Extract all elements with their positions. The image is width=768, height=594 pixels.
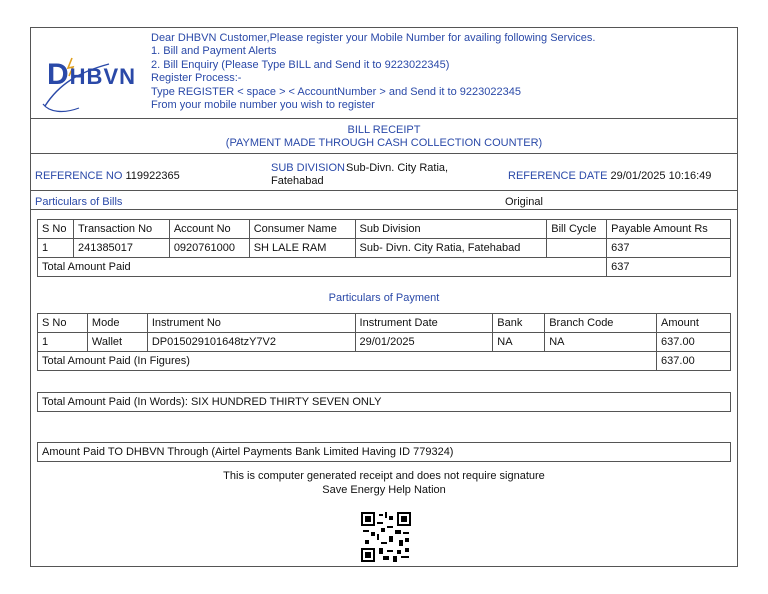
total-row: [38, 258, 731, 277]
column-header: Amount: [657, 314, 731, 333]
table-cell: 241385017: [73, 239, 169, 258]
total-value: 637.00: [657, 352, 731, 371]
particulars-of-bills-label: Particulars of Bills: [35, 196, 123, 208]
column-header: Mode: [87, 314, 147, 333]
column-header: Instrument No: [147, 314, 355, 333]
receipt-title: [31, 124, 737, 150]
total-label: Total Amount Paid: [38, 258, 607, 277]
bill-receipt-heading: BILL RECEIPT: [347, 124, 421, 136]
table-cell: DP015029101648tzY7V2: [147, 333, 355, 352]
table-cell: 0920761000: [169, 239, 249, 258]
instruction-line: 2. Bill Enquiry (Please Type BILL and Send it to 9223022345): [151, 58, 450, 71]
reference-no: REFERENCE NO 119922365: [35, 170, 180, 182]
amount-in-words: Total Amount Paid (In Words): SIX HUNDRED THIRTY SEVEN ONLY: [37, 392, 731, 412]
table-cell: 29/01/2025: [355, 333, 493, 352]
total-row: [38, 352, 731, 371]
column-header: Branch Code: [545, 314, 657, 333]
receipt-frame: [30, 27, 738, 567]
column-header: S No: [38, 220, 74, 239]
column-header: S No: [38, 314, 88, 333]
table-cell: 1: [38, 239, 74, 258]
table-cell: NA: [545, 333, 657, 352]
column-header: Consumer Name: [249, 220, 355, 239]
table-cell: NA: [493, 333, 545, 352]
payment-channel: Amount Paid TO DHBVN Through (Airtel Payments Bank Limited Having ID 779324): [37, 442, 731, 462]
copy-type: Original: [505, 196, 543, 208]
table-header-row: [38, 314, 731, 333]
receipt-header: [31, 28, 737, 119]
table-cell: Wallet: [87, 333, 147, 352]
column-header: Bank: [493, 314, 545, 333]
subdivision-label: SUB DIVISION: [271, 162, 345, 174]
total-label: Total Amount Paid (In Figures): [38, 352, 657, 371]
subdivision-value-line1: Sub-Divn. City Ratia,: [346, 162, 449, 174]
table-cell: [547, 239, 607, 258]
subdivision-value-line2: Fatehabad: [271, 175, 324, 187]
reference-date: REFERENCE DATE 29/01/2025 10:16:49: [508, 170, 712, 182]
column-header: Payable Amount Rs: [607, 220, 731, 239]
column-header: Sub Division: [355, 220, 547, 239]
qr-code-icon: [361, 512, 411, 562]
particulars-of-payment-label: Particulars of Payment: [328, 292, 440, 304]
column-header: Account No: [169, 220, 249, 239]
total-value: 637: [607, 258, 731, 277]
divider: [31, 209, 737, 210]
divider: [31, 153, 737, 154]
table-header-row: [38, 220, 731, 239]
column-header: Bill Cycle: [547, 220, 607, 239]
table-cell: SH LALE RAM: [249, 239, 355, 258]
instruction-line: Register Process:-: [151, 72, 242, 85]
dhbvn-logo-text: DHBVN: [47, 58, 137, 91]
table-cell: 1: [38, 333, 88, 352]
registration-instructions: [151, 32, 595, 112]
column-header: Transaction No: [73, 220, 169, 239]
footer-note: This is computer generated receipt and does not require signature: [223, 470, 545, 482]
table-row: [38, 239, 731, 258]
divider: [31, 190, 737, 191]
bills-table: [37, 219, 731, 277]
table-cell: 637: [607, 239, 731, 258]
instruction-line: 1. Bill and Payment Alerts: [151, 45, 277, 58]
bill-receipt-subheading: (PAYMENT MADE THROUGH CASH COLLECTION COUNTER): [225, 137, 543, 149]
payment-table: [37, 313, 731, 371]
table-cell: Sub- Divn. City Ratia, Fatehabad: [355, 239, 547, 258]
column-header: Instrument Date: [355, 314, 493, 333]
table-cell: 637.00: [657, 333, 731, 352]
instruction-line: Type REGISTER < space > < AccountNumber > and Send it to 9223022345: [151, 85, 521, 98]
instruction-line: Dear DHBVN Customer,Please register your Mobile Number for availing following Services.: [151, 32, 596, 44]
footer-slogan: Save Energy Help Nation: [322, 484, 446, 496]
table-row: [38, 333, 731, 352]
instruction-line: From your mobile number you wish to register: [151, 99, 375, 112]
